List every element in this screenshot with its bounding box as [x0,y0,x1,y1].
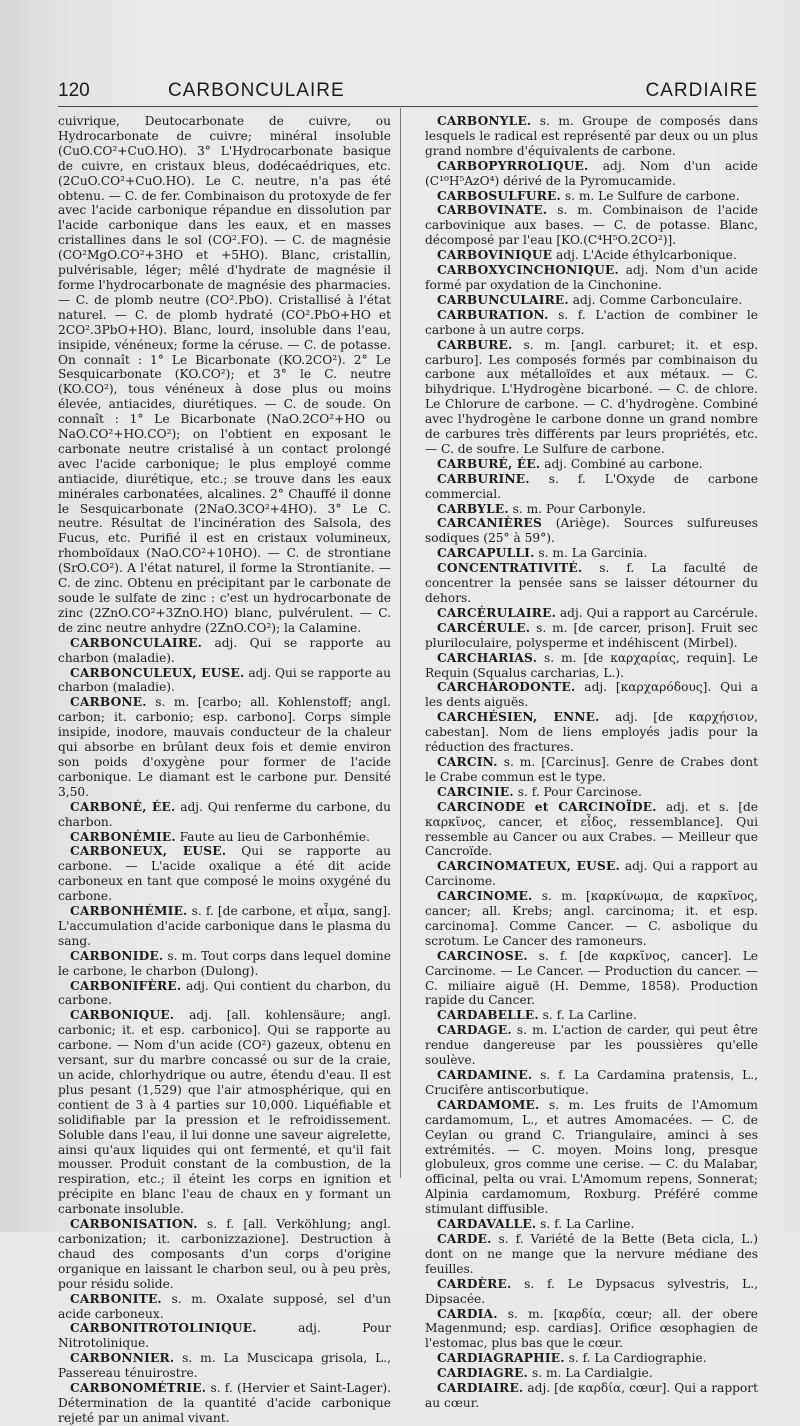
entry-text: s. m. Groupe de composés dans lesquels le radical est représenté par deux ou un plus grand nombre d'équivalents de carbone. [425,114,758,158]
dictionary-entry [425,1307,758,1352]
entry-headword: CARDIAIRE. [437,1381,524,1396]
left-running-head: CARBONCULAIRE [168,80,345,101]
dictionary-entry [425,680,758,710]
entry-text: s. f. [de καρκῖνος, cancer]. Le Carcinome. — Le Cancer. — Production du cancer. — C. miliaire aiguë (H. Demme, 1858). Production rapide du Cancer. [425,948,759,1008]
entry-text: s. f. Variété de la Bette (Beta cicla, L.) dont on ne mange que la nervure médiane des feuilles. [425,1231,758,1276]
entry-headword: CARCANIÈRES [437,516,542,531]
entry-text: adj. [de καρχήσιον, cabestan]. Nom de liens employés jadis pour la réduction des fractures. [425,710,758,755]
entry-headword: CARCINODE et CARCINOÏDE. [437,799,657,814]
entry-headword: CARBONCULAIRE. [70,635,203,650]
entry-headword: CARDIA. [437,1306,498,1321]
dictionary-entry [425,1351,758,1366]
entry-text: adj. Qui a rapport au Carcérule. [559,605,758,620]
entry-headword: CARBOSULFURE. [437,188,561,203]
dictionary-entry [425,457,758,472]
dictionary-entry [425,651,758,681]
dictionary-entry [425,949,758,1009]
entry-headword: CARBONÉ, ÉE. [70,799,176,814]
entry-headword: CARCINIE. [437,784,514,799]
entry-text: s. f. (Hervier et Saint-Lager). Détermination de la quantité d'acide carbonique rejeté par un animal vivant. [58,1381,391,1425]
left-column [58,114,391,1426]
dictionary-entry [425,203,758,248]
dictionary-entry [425,621,758,651]
entry-text: s. f. La Carline. [540,1217,635,1232]
dictionary-entry [425,1008,758,1023]
entry-headword: CARBONE. [70,695,147,710]
dictionary-entry [425,114,758,159]
dictionary-entry [425,293,758,308]
entry-headword: CARDÈRE. [437,1276,512,1291]
entry-text: Faute au lieu de Carbonhémie. [179,829,371,844]
dictionary-entry [425,561,758,606]
dictionary-entry [58,695,391,799]
entry-headword: CARDIAGRAPHIE. [437,1351,565,1366]
dictionary-entry [425,516,758,546]
dictionary-entry [58,949,391,979]
entry-text: s. m. [de καρχαρίας, requin]. Le Requin (Squalus carcharias, L.). [425,650,759,680]
entry-text: s. m. Oxalate supposé, sel d'un acide carboneux. [58,1291,391,1321]
dictionary-entry [425,472,758,502]
entry-text: adj. Nom d'un acide formé par oxydation de la Cinchonine. [425,263,758,292]
entry-text: s. f. La Carline. [542,1008,637,1023]
entry-headword: CARDAMOME. [437,1097,540,1112]
entry-headword: CARBURE. [437,337,513,352]
entry-headword: CARBOVINATE. [437,203,548,218]
column-divider [400,108,401,1178]
dictionary-entry [425,159,758,189]
entry-text: s. f. Le Dypsacus sylvestris, L., Dipsacée. [425,1276,758,1306]
page-header [58,80,758,104]
page-number: 120 [58,80,90,101]
dictionary-entry [425,502,758,517]
entry-text: adj. Qui se rapporte au charbon (maladie). [58,635,392,665]
entry-headword: CARBONIDE. [70,948,164,963]
entry-text: s. m. Tout corps dans lequel domine le carbone, le charbon (Dulong). [58,948,391,978]
entry-text: s. m. Les fruits de l'Amomum cardamomum, L., et autres Amomacées. — C. de Ceylan ou grand C. Triangulaire, aminci à ses extrémités. — C. moyen. Moins long, presque globuleux, gros comme une cerise. — C. du Malabar, officinal, pelta ou vrai. L'Amomum repens, Sonnerat; Alpinia cardamomum, Roxburg. Préféré comme stimulant diffusible. [425,1097,758,1217]
dictionary-entry [58,1351,391,1381]
entry-headword: CARCINOSE. [437,948,528,963]
entry-headword: CARCINOME. [437,889,533,904]
entry-headword: CARBONHÉMIE. [70,904,188,919]
entry-headword: CARCIN. [437,754,498,769]
dictionary-entry [425,710,758,755]
right-column [425,114,758,1411]
entry-text: s. m. La Garcinia. [538,546,648,561]
entry-headword: CARBONIQUE. [70,1008,175,1023]
entry-headword: CARCHÉSIEN, ENNE. [437,710,600,725]
dictionary-entry [58,1008,391,1217]
entry-headword: CARBONÉMIE. [70,829,176,844]
header-rule [58,106,758,107]
entry-headword: CARCAPULLI. [437,546,535,561]
dictionary-entry [425,859,758,889]
dictionary-entry [425,338,758,457]
entry-headword: CARCHARODONTE. [437,680,576,695]
entry-text: Qui se rapporte au carbone. — L'acide oxalique a été dit acide carboneux en tant que composé le moins oxygéné du carbone. [58,844,391,904]
entry-headword: CARBOXYCINCHONIQUE. [437,263,619,278]
entry-headword: CARBUNCULAIRE. [437,292,569,307]
dictionary-entry [58,830,391,845]
entry-headword: CARBONITE. [70,1291,162,1306]
dictionary-entry [425,1217,758,1232]
entry-headword: CARBONITROTOLINIQUE. [70,1321,257,1336]
entry-headword: CARBOVINIQUE [437,248,553,263]
dictionary-entry [425,189,758,204]
entry-headword: CARBYLE. [437,501,509,516]
entry-headword: CARBURÉ, ÉE. [437,456,541,471]
entry-headword: CARCÉRULAIRE. [437,605,557,620]
entry-text: cuivrique, Deutocarbonate de cuivre, ou Hydrocarbonate de cuivre; minéral insoluble (CuO.CO²+CuO.HO). 3° L'Hydrocarbonate basique de cuivre, en cristaux bleus, dodécaédriques, etc. (2CuO.CO²+CuO.HO). Le C. neutre, n'a pas été obtenu. — C. de fer. Combinaison du protoxyde de fer avec l'acide carbonique répandue en dissolution par l'acide carbonique dans les eaux, et en masses cristallines dans le sol (CO².FO). — C. de magnésie (CO²MgO.CO²+3HO et +5HO). Blanc, cristallin, pulvérisable, léger; mêlé d'hydrate de magnésie il forme l'hydrocarbonate de magnésie des pharmacies. — C. de plomb neutre (CO².PbO). Cristallisé à l'état naturel. — C. de plomb hydraté (CO².PbO+HO et 2CO².3PbO+HO). Blanc, lourd, insoluble dans l'eau, insipide, vénéneux; forme la céruse. — C. de potasse. On connaît : 1° Le Bicarbonate (KO.2CO²). 2° Le Sesquicarbonate (KO.CO²); et 3° le C. neutre (KO.CO²), tous vénéneux à dose plus ou moins élevée, antiacides, diurétiques. — C. de soude. On connaît : 1° Le Bicarbonate (NaO.2CO²+HO ou NaO.CO²+HO.CO²); on l'obtient en exposant le carbonate neutre cristalisé à un contact prolongé avec l'acide carbonique; le plus employé comme antiacide, diurétique, etc.; se trouve dans les eaux minérales carbonatées, alcalines. 2° Chauffé il donne le Sesquicarbonate (2NaO.3CO²+4HO). 3° Le C. neutre. Résultat de l'incinération des Salsola, des Fucus, etc. Purifié il est en cristaux volumineux, rhomboïdaux (NaO.CO²+10HO). — C. de strontiane (SrO.CO²). A l'état naturel, il forme la Strontianite. — C. de zinc. Obtenu en précipitant par le carbonate de soude le sulfate de zinc : c'est un hydrocarbonate de zinc (2ZnO.CO²+3ZnO.HO) blanc, pulvérulent. — C. de zinc neutre anhydre (2ZnO.CO²); la Calamine. [58,114,391,635]
entry-text: s. m. [de carcer, prison]. Fruit sec pluriloculaire, polysperme et indéhiscent (Mirbel). [425,620,758,650]
entry-text: adj. Comme Carbonculaire. [572,292,743,307]
dictionary-entry [425,1098,758,1217]
entry-headword: CARDABELLE. [437,1008,539,1023]
entry-text: s. f. [de carbone, et αἷμα, sang]. L'accumulation d'acide carbonique dans le plasma du sang. [58,904,392,948]
dictionary-entry [425,785,758,800]
dictionary-entry [425,1023,758,1068]
entry-text: adj. Nom d'un acide (C¹⁰H⁵AzO⁴) dérivé de la Pyromucamide. [425,158,758,188]
entry-text: s. m. Le Sulfure de carbone. [564,188,740,203]
dictionary-entry [425,263,758,293]
entry-text: s. f. L'Oxyde de carbone commercial. [425,471,759,501]
entry-headword: CARBONISATION. [70,1217,198,1232]
dictionary-entry [425,889,758,949]
entry-text: s. m. L'action de carder, qui peut être rendue dangereuse par les poussières qu'elle soulève. [425,1023,759,1068]
dictionary-entry [58,1321,391,1351]
entry-headword: CARBURINE. [437,471,530,486]
entry-headword: CARBONEUX, EUSE. [70,844,227,859]
entry-text: s. m. [carbo; all. Kohlenstoff; angl. carbon; it. carbonio; esp. carbono]. Corps simple insipide, inodore, mauvais conducteur de la chaleur qui absorbe en brûlant deux fois et demie environ son poids d'oxygène pour former de l'acide carbonique. Le diamant est le carbone pur. Densité 3,50. [58,695,392,799]
dictionary-entry [425,1277,758,1307]
dictionary-entry [58,979,391,1009]
dictionary-entry [425,755,758,785]
entry-text: s. m. [angl. carburet; it. et esp. carburo]. Les composés formés par combinaison du carbone aux métalloïdes et aux métaux. — C. bihydrique. L'Hydrogène bicarboné. — C. de chlore. Le Chlorure de carbone. — C. d'hydrogène. Combiné avec l'hydrogène le carbone donne un grand nombre de carbures très différents par leurs propriétés, etc. — C. de soufre. Le Sulfure de carbone. [425,337,759,456]
entry-text: adj. et s. [de καρκῖνος, cancer, et εἶδος, ressemblance]. Qui ressemble au Cancer ou aux Crabes. — Meilleur que Cancroïde. [425,799,758,859]
entry-text: s. f. La faculté de concentrer la pensée sans se laisser détourner du dehors. [425,561,758,605]
entry-text: s. f. Pour Carcinose. [517,784,642,799]
entry-text: s. m. La Muscicapa grisola, L., Passereau ténuirostre. [58,1351,391,1381]
entry-headword: CARBONOMÉTRIE. [70,1381,207,1396]
entry-headword: CARCINOMATEUX, EUSE. [437,859,620,874]
entry-text: s. f. La Cardiographie. [568,1351,707,1366]
dictionary-entry [58,636,391,666]
entry-headword: CARBONIFÈRE. [70,978,182,993]
right-running-head: CARDIAIRE [645,80,758,101]
entry-text: s. m. [καρδία, cœur; all. der obere Magenmund; esp. cardias]. Orifice œsophagien de l'estomac, plus bas que le cœur. [425,1306,758,1351]
entry-text: adj. Qui a rapport au Carcinome. [425,859,759,889]
entry-text: s. f. [all. Verköhlung; angl. carbonization; it. carbonizzazione]. Destruction à chaud des composants d'un corps d'origine organique en laissant le charbon seul, ou à peu près, pour résidu solide. [58,1217,391,1291]
entry-text: s. m. La Cardialgie. [531,1366,653,1381]
entry-headword: CARDAMINE. [437,1068,533,1082]
entry-text: adj. Pour Nitrotolinique. [58,1321,391,1351]
dictionary-entry [58,114,391,636]
dictionary-entry [58,800,391,830]
entry-text: adj. Qui se rapporte au charbon (maladie). [58,665,391,695]
entry-headword: CONCENTRATIVITÉ. [437,561,583,576]
entry-text: s. f. La Cardamina pratensis, L., Crucifère antiscorbutique. [425,1068,758,1097]
entry-text: s. f. L'action de combiner le carbone à un autre corps. [425,307,758,337]
entry-text: adj. [de καρδία, cœur]. Qui a rapport au cœur. [425,1381,758,1410]
dictionary-entry [58,1217,391,1292]
entry-text: adj. Combiné au carbone. [544,456,703,471]
entry-text: s. m. Pour Carbonyle. [512,501,646,516]
entry-headword: CARBURATION. [437,307,549,322]
dictionary-entry [425,1232,758,1277]
dictionary-entry [58,844,391,904]
entry-text: s. m. [καρκίνωμα, de καρκῖνος, cancer; all. Krebs; angl. carcinoma; it. et esp. carcinoma]. Comme Cancer. — C. asbolique du scrotum. Le Cancer des ramoneurs. [425,889,758,948]
entry-text: adj. [all. kohlensäure; angl. carbonic; it. et esp. carbonico]. Qui se rapporte au carbone. — Nom d'un acide (CO²) gazeux, obtenu en versant, sur du marbre concassé ou sur de la craie, un acide, chlorhydrique ou autre, étendu d'eau. Il est plus pesant (1,529) que l'air atmosphérique, qui en contient de 3 à 4 parties sur 10,000. Liquéfiable et solidifiable par la pression et le refroidissement. Soluble dans l'eau, il lui donne une saveur aigrelette, ainsi qu'aux liquides qui ont fermenté, et qu'il fait mousser. Produit constant de la combustion, de la respiration, etc.; il éteint les corps en ignition et précipite en blanc l'eau de chaux en y formant un carbonate insoluble. [58,1008,391,1217]
dictionary-entry [425,248,758,263]
dictionary-entry [425,1068,758,1098]
entry-headword: CARDAVALLE. [437,1217,537,1232]
dictionary-entry [425,800,758,860]
entry-text: adj. L'Acide éthylcarbonique. [556,248,737,263]
entry-text: (Ariège). Sources sulfureuses sodiques (25° à 59°). [425,516,758,546]
dictionary-entry [58,904,391,949]
entry-headword: CARBONCULEUX, EUSE. [70,665,245,680]
dictionary-entry [425,546,758,561]
entry-headword: CARBONNIER. [70,1351,175,1366]
dictionary-entry [425,1381,758,1411]
entry-headword: CARCÉRULE. [437,620,531,635]
entry-text: s. m. Combinaison de l'acide carbovinique aux bases. — C. de potasse. Blanc, décomposé par l'eau [KO.(C⁴H⁵O.2CO²)]. [425,203,759,248]
dictionary-entry [58,666,391,696]
dictionary-entry [425,1366,758,1381]
entry-text: adj. [καρχαρόδους]. Qui a les dents aiguës. [425,680,758,710]
entry-headword: CARBONYLE. [437,114,532,128]
entry-headword: CARDE. [437,1231,492,1246]
dictionary-entry [58,1381,391,1426]
entry-headword: CARBOPYRROLIQUE. [437,158,589,173]
dictionary-entry [58,1292,391,1322]
entry-text: adj. Qui renferme du carbone, du charbon. [58,799,391,829]
dictionary-entry [425,606,758,621]
dictionary-entry [425,308,758,338]
entry-headword: CARDAGE. [437,1023,512,1038]
entry-text: s. m. [Carcinus]. Genre de Crabes dont le Crabe commun est le type. [425,754,759,784]
entry-text: adj. Qui contient du charbon, du carbone. [58,978,392,1008]
entry-headword: CARCHARIAS. [437,650,538,665]
entry-headword: CARDIAGRE. [437,1366,529,1381]
